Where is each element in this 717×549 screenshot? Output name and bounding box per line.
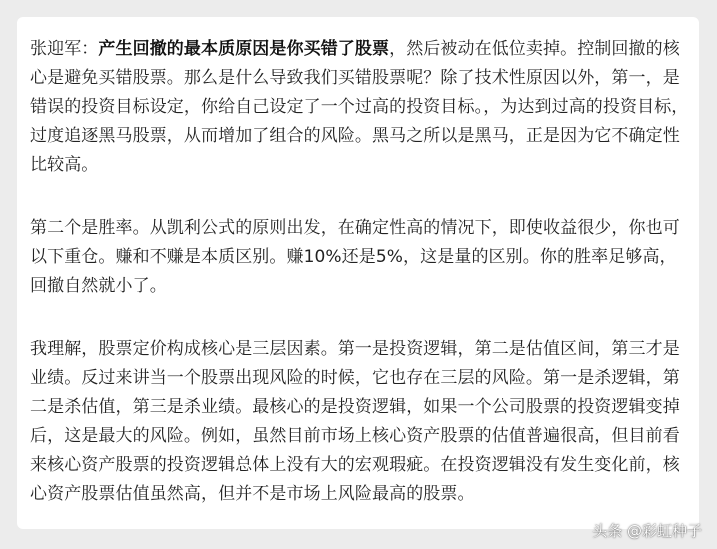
paragraph-2: 第二个是胜率。从凯利公式的原则出发，在确定性高的情况下，即使收益很少，你也可以下重仓。赚和不赚是本质区别。赚10%还是5%，这是量的区别。你的胜率足够高，回撤自然就小了。 xyxy=(30,218,680,296)
paragraph-1 xyxy=(30,35,689,180)
bold-statement: 产生回撤的最本质原因是你买错了股票 xyxy=(98,39,390,59)
speaker-name: 张迎军： xyxy=(30,39,99,59)
source-watermark: 头条 @彩虹种子 xyxy=(592,522,702,540)
paragraph-gap xyxy=(30,180,689,214)
paragraph-1-body: ，然后被动在低位卖掉。控制回撤的核心是避免买错股票。那么是什么导致我们买错股票呢？除了技术性原因以外，第一，是错误的投资目标设定，你给自己设定了一个过高的投资目标。，为达到过高的投资目标，过度追逐黑马股票，从而增加了组合的风险。黑马之所以是黑马，正是因为它不确定性比较高。 xyxy=(30,39,689,175)
paragraph-3: 我理解，股票定价构成核心是三层因素。第一是投资逻辑，第二是估值区间，第三才是业绩。反过来讲当一个股票出现风险的时候，它也存在三层的风险。第一是杀逻辑，第二是杀估值，第三是杀业绩。最核心的是投资逻辑，如果一个公司股票的投资逻辑变掉后，这是最大的风险。例如，虽然目前市场上核心资产股票的估值普遍很高，但目前看来核心资产股票的投资逻辑总体上没有大的宏观瑕疵。在投资逻辑没有发生变化前，核心资产股票估值虽然高，但并不是市场上风险最高的股票。 xyxy=(30,339,680,504)
paragraph-gap xyxy=(30,301,689,335)
article-card xyxy=(17,17,699,529)
